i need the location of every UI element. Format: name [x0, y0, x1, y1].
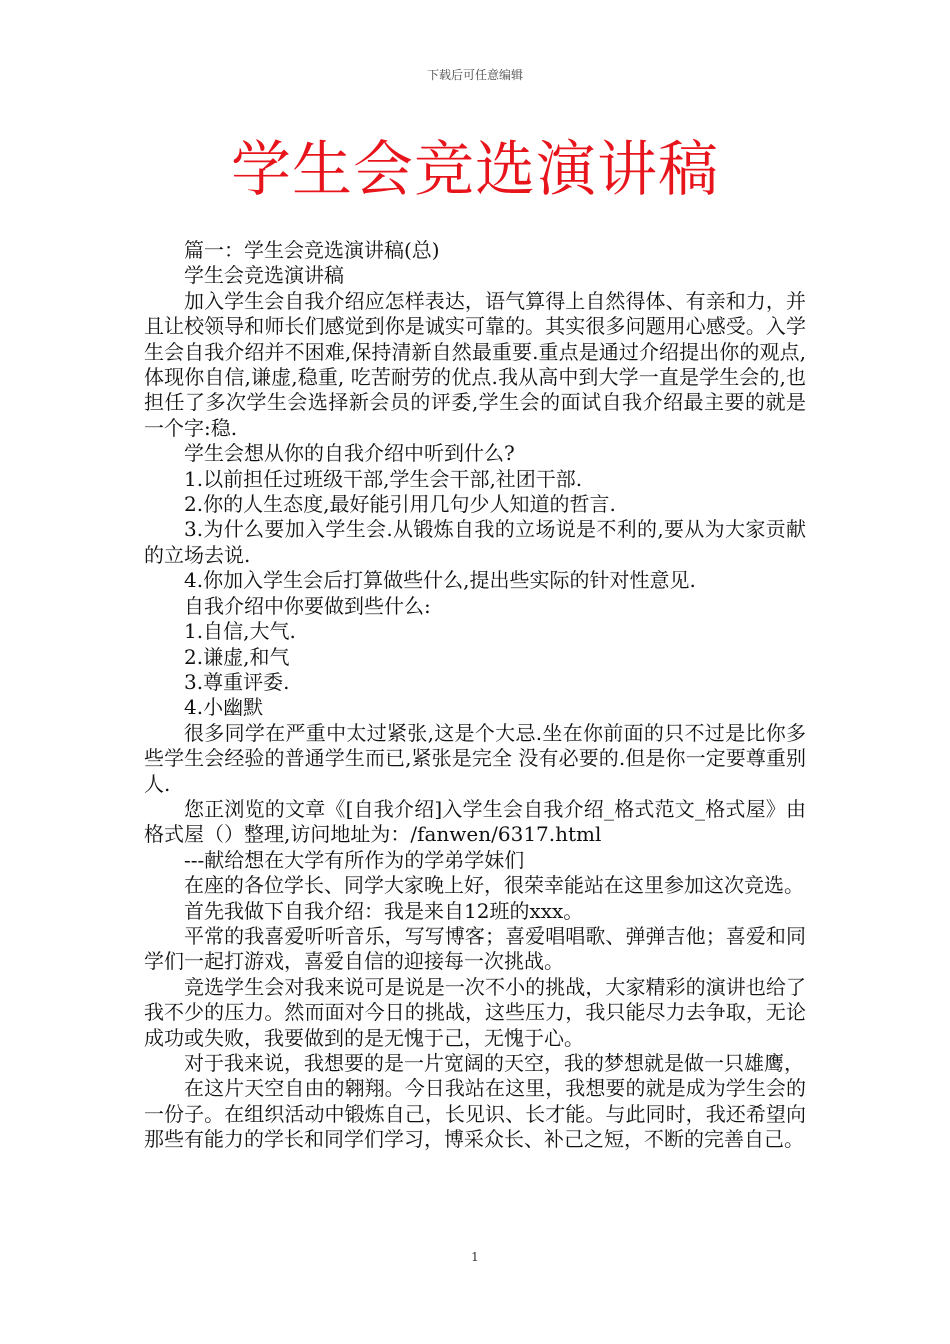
body-paragraph: 在座的各位学长、同学大家晚上好，很荣幸能站在这里参加这次竞选。 — [184, 873, 804, 898]
document-title: 学生会竞选演讲稿 — [231, 135, 719, 205]
body-paragraph: 学生会想从你的自我介绍中听到什么? — [184, 441, 515, 466]
body-paragraph: 您正浏览的文章《[自我介绍]入学生会自我介绍_格式范文_格式屋》由格式屋（）整理,访问地址为：/fanwen/6317.html — [144, 796, 806, 847]
body-paragraph: 在这片天空自由的翱翔。今日我站在这里，我想要的就是成为学生会的一份子。在组织活动中锻炼自己，长见识、长才能。与此同时，我还希望向那些有能力的学长和同学们学习，博采众长、补己之短，不断的完善自己。 — [144, 1076, 806, 1152]
body-paragraph: 很多同学在严重中太过紧张,这是个大忌.坐在你前面的只不过是比你多些学生会经验的普通学生而已,紧张是完全 没有必要的.但是你一定要尊重别人. — [144, 720, 806, 796]
list-item: 2.谦虚,和气 — [184, 644, 290, 669]
body-paragraph: 加入学生会自我介绍应怎样表达，语气算得上自然得体、有亲和力，并且让校领导和师长们感觉到你是诚实可靠的。其实很多问题用心感受。入学生会自我介绍并不困难,保持清新自然最重要.重点是通过介绍提出你的观点,体现你自信,谦虚,稳重, 吃苦耐劳的优点.我从高中到大学一直是学生会的,也担任了多次学生会选择新会员的评委,学生会的面试自我介绍最主要的就是一个字:稳. — [144, 288, 806, 440]
list-item: 2.你的人生态度,最好能引用几句少人知道的哲言. — [184, 492, 616, 517]
body-paragraph: 篇一：学生会竞选演讲稿(总) — [184, 238, 440, 262]
list-item: 1.自信,大气. — [184, 619, 296, 644]
header-note: 下载后可任意编辑 — [426, 68, 523, 82]
body-paragraph: ---献给想在大学有所作为的学弟学妹们 — [184, 847, 525, 872]
list-item: 4.你加入学生会后打算做些什么,提出些实际的针对性意见. — [184, 568, 696, 593]
body-paragraph: 首先我做下自我介绍：我是来自12班的xxx。 — [184, 898, 584, 923]
body-paragraph: 自我介绍中你要做到些什么: — [184, 593, 431, 618]
page-number: 1 — [471, 1250, 479, 1264]
body-paragraph: 平常的我喜爱听听音乐，写写博客；喜爱唱唱歌、弹弹吉他；喜爱和同学们一起打游戏，喜爱自信的迎接每一次挑战。 — [144, 923, 806, 974]
document-body — [144, 238, 806, 1153]
body-paragraph: 学生会竞选演讲稿 — [184, 263, 344, 288]
body-paragraph: 对于我来说，我想要的是一片宽阔的天空，我的梦想就是做一只雄鹰， — [184, 1051, 804, 1075]
list-item: 1.以前担任过班级干部,学生会干部,社团干部. — [184, 466, 583, 491]
body-paragraph: 竞选学生会对我来说可是说是一次不小的挑战，大家精彩的演讲也给了我不少的压力。然而面对今日的挑战，这些压力，我只能尽力去争取，无论成功或失败，我要做到的是无愧于己，无愧于心。 — [144, 974, 806, 1050]
list-item: 3.为什么要加入学生会.从锻炼自我的立场说是不利的,要从为大家贡献的立场去说. — [144, 517, 806, 567]
list-item: 3.尊重评委. — [184, 669, 290, 694]
list-item: 4.小幽默 — [184, 695, 264, 720]
